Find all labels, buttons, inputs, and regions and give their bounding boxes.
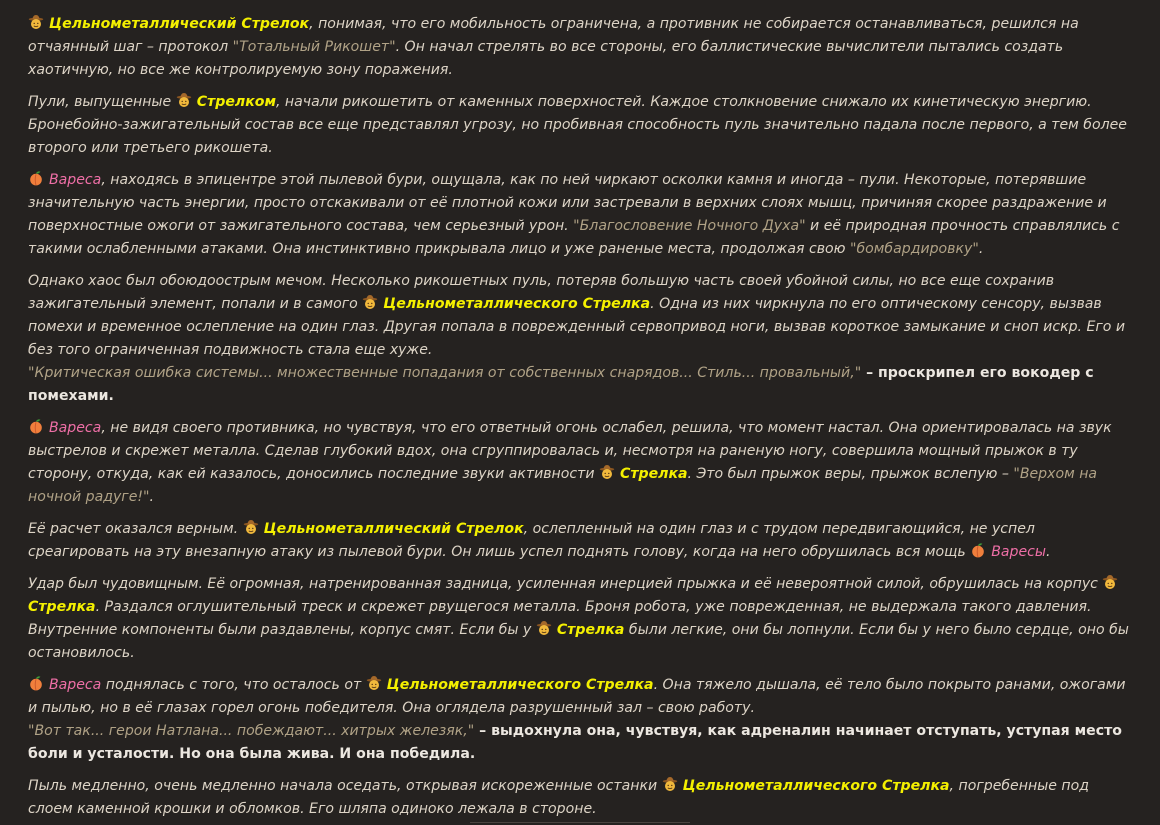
paragraph-3: [28, 169, 1132, 261]
peach-icon: [970, 542, 986, 558]
paragraph-1-text-1: , понимая, что его мобильность ограничена, а противник не собирается останавливаться, решился на отчаянный шаг – протокол: [28, 16, 1079, 55]
peach-icon: [28, 170, 44, 186]
paragraph-5-text-3: .: [149, 489, 155, 505]
character-shooter: Цельнометаллического Стрелка: [682, 778, 950, 794]
character-shooter: Стрелка: [28, 599, 96, 615]
character-varesa: Варесы: [991, 544, 1046, 560]
paragraph-7-text-3: были легкие, они бы лопнули. Если бы у него было сердце, оно бы остановилось.: [28, 622, 1129, 661]
paragraph-1: [28, 13, 1132, 82]
paragraph-2-text-2: , начали рикошетить от каменных поверхностей. Каждое столкновение снижало их кинетическую энергию. Бронебойно-зажигательный состав все еще представлял угрозу, но пробивная способность пуль значительно падала после первого, а тем более второго или третьего рикошета.: [28, 94, 1127, 156]
paragraph-6-text-3: .: [1046, 544, 1051, 560]
character-shooter: Стрелка: [556, 622, 625, 638]
paragraph-9: [28, 775, 1132, 821]
character-varesa: Вареса: [49, 420, 102, 436]
cowboy-icon: [1102, 574, 1118, 590]
paragraph-8-text-1: поднялась с того, что осталось от: [101, 677, 366, 693]
character-shooter: Цельнометаллического Стрелка: [386, 677, 654, 693]
cowboy-icon: [243, 519, 259, 535]
cowboy-icon: [536, 620, 552, 636]
paragraph-3-text-2: и её природная прочность справлялись с такими ослабленными атаками. Она инстинктивно прикрывала лицо и уже раненые места, продолжая свою: [28, 218, 1120, 257]
quote-bombardment: "бомбардировку": [850, 241, 979, 257]
paragraph-4-tail: – проскрипел его вокодер с помехами.: [28, 365, 1094, 404]
quote-total-ricochet: "Тотальный Рикошет": [232, 39, 396, 55]
paragraph-3-text-3: .: [978, 241, 984, 257]
paragraph-5: [28, 417, 1132, 509]
quote-night-spirit: "Благословение Ночного Духа": [573, 218, 806, 234]
paragraph-1-text-2: . Он начал стрелять во все стороны, его баллистические вычислители пытались создать хаотичную, но все же контролируемую зону поражения.: [28, 39, 1064, 78]
cowboy-icon: [662, 776, 678, 792]
varesa-speech: "Вот так... герои Натлана... побеждают... хитрых железяк,": [28, 723, 475, 739]
paragraph-7-text-1: Удар был чудовищным. Её огромная, натренированная задница, усиленная инерцией прыжка и её невероятной силой, обрушилась на корпус: [28, 576, 1103, 592]
paragraph-8-text-2: . Она тяжело дышала, её тело было покрыто ранами, ожогами и пылью, но в её глазах горел огонь победителя. Она оглядела разрушенный зал – свою работу.: [28, 677, 1126, 716]
paragraph-6: [28, 518, 1132, 564]
character-shooter: Цельнометаллический Стрелок: [49, 16, 310, 32]
peach-icon: [28, 418, 44, 434]
paragraph-7-text-2: . Раздался оглушительный треск и скрежет рвущегося металла. Броня робота, уже поврежденная, не выдержала такого давления. Внутренние компоненты были раздавлены, корпус смят. Если бы у: [28, 599, 1092, 638]
shooter-speech: "Критическая ошибка системы... множественные попадания от собственных снарядов... Стиль... провальный,": [28, 365, 862, 381]
paragraph-6-text-2: , ослепленный на один глаз и с трудом передвигающийся, не успел среагировать на эту внезапную атаку из пылевой бури. Он лишь успел поднять голову, когда на него обрушилась вся мощь: [28, 521, 1035, 560]
paragraph-9-text-1: Пыль медленно, очень медленно начала оседать, открывая искореженные останки: [28, 778, 662, 794]
quote-night-rainbow: "Верхом на ночной радуге!": [28, 466, 1098, 505]
story-text: [28, 13, 1132, 825]
cowboy-icon: [176, 92, 192, 108]
paragraph-8: [28, 674, 1132, 766]
paragraph-4: [28, 270, 1132, 408]
paragraph-3-text-1: , находясь в эпицентре этой пылевой бури, ощущала, как по ней чиркают осколки камня и иногда – пули. Некоторые, потерявшие значительную часть энергии, просто отскакивали от её плотной кожи или застревали в верхних слоях мышц, причиняя скорее раздражение и поверхностные ожоги от зажигательного состава, чем серьезный урон.: [28, 172, 1107, 234]
character-shooter: Стрелком: [196, 94, 276, 110]
paragraph-2: [28, 91, 1132, 160]
paragraph-5-text-1: , не видя своего противника, но чувствуя, что его ответный огонь ослабел, решила, что момент настал. Она ориентировалась на звук выстрелов и скрежет металла. Сделав глубокий вдох, она сгруппировалась и, несмотря на раненую ногу, совершила мощный прыжок в ту сторону, откуда, как ей казалось, доносились последние звуки активности: [28, 420, 1112, 482]
character-shooter: Цельнометаллического Стрелка: [383, 296, 651, 312]
character-shooter: Цельнометаллический Стрелок: [263, 521, 524, 537]
paragraph-4-text-1: Однако хаос был обоюдоострым мечом. Несколько рикошетных пуль, потеряв большую часть своей убойной силы, но все еще сохранив зажигательный элемент, попали и в самого: [28, 273, 1055, 312]
paragraph-7: [28, 573, 1132, 665]
paragraph-4-text-2: . Одна из них чиркнула по его оптическому сенсору, вызвав помехи и временное ослепление на один глаз. Другая попала в поврежденный сервопривод ноги, вызвав короткое замыкание и сноп искр. Его и без того ограниченная подвижность стала еще хуже.: [28, 296, 1126, 358]
paragraph-8-tail: – выдохнула она, чувствуя, как адреналин начинает отступать, уступая место боли и усталости. Но она была жива. И она победила.: [28, 723, 1122, 762]
paragraph-5-text-2: . Это был прыжок веры, прыжок вслепую –: [687, 466, 1014, 482]
character-varesa: Вареса: [49, 677, 102, 693]
paragraph-9-text-2: , погребенные под слоем каменной крошки и обломков. Его шляпа одиноко лежала в стороне.: [28, 778, 1090, 817]
cowboy-icon: [366, 675, 382, 691]
cowboy-icon: [599, 464, 615, 480]
cowboy-icon: [28, 14, 44, 30]
character-shooter: Стрелка: [619, 466, 688, 482]
paragraph-6-text-1: Её расчет оказался верным.: [28, 521, 243, 537]
cowboy-icon: [362, 294, 378, 310]
peach-icon: [28, 675, 44, 691]
divider: [470, 822, 690, 823]
character-varesa: Вареса: [49, 172, 102, 188]
paragraph-2-text-1: Пули, выпущенные: [28, 94, 176, 110]
